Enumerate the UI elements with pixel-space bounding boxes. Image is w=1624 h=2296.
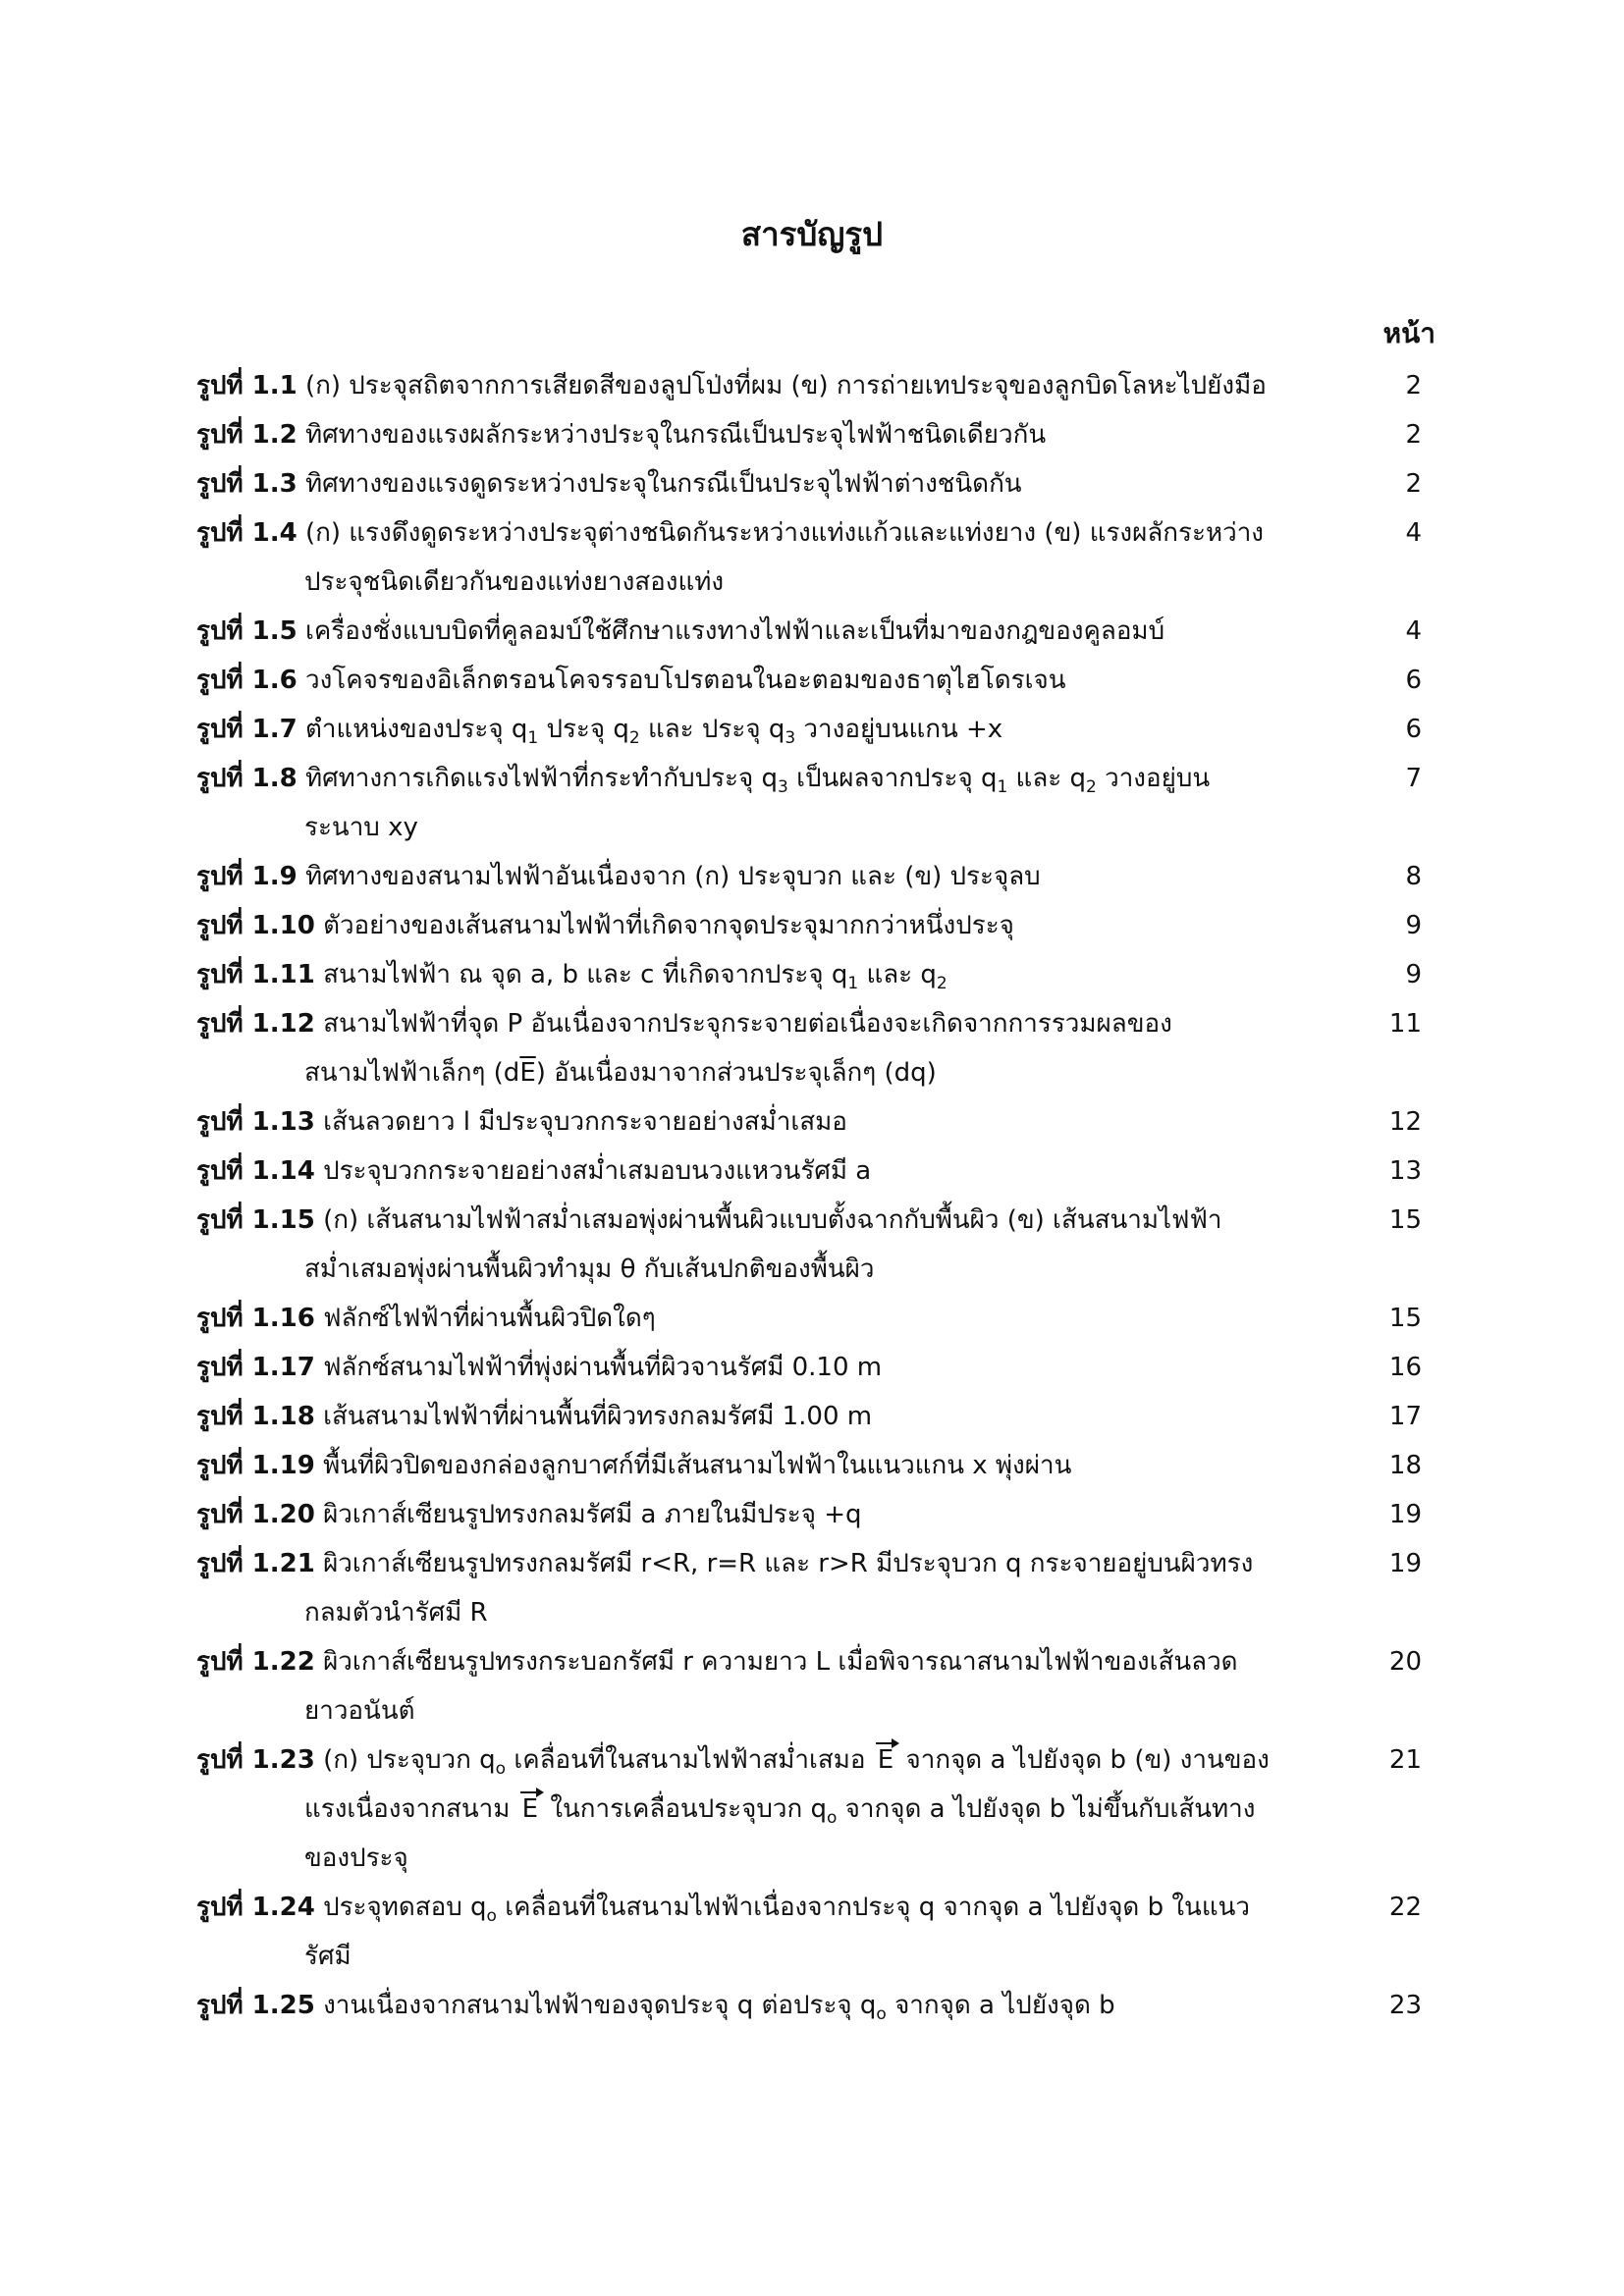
page-number: 8 (1405, 862, 1422, 891)
figure-caption-continued: ประจุชนิดเดียวกันของแท่งยางสองแท่ง (304, 567, 725, 597)
page-title: สารบัญรูป (740, 215, 884, 253)
toc-entry-line (196, 1343, 1347, 1392)
figure-caption: งานเนื่องจากสนามไฟฟ้าของจุดประจุ q ต่อประจุ $q_o$ จากจุด a ไปยังจุด b (314, 1991, 1115, 2025)
toc-entry-line (196, 361, 1347, 410)
toc-entry-line (196, 459, 1347, 508)
figure-label: รูปที่ 1.19 (196, 1451, 315, 1480)
figure-caption-continued: ระนาบ xy (304, 813, 418, 842)
figure-caption: ฟลักซ์ไฟฟ้าที่ผ่านพื้นผิวปิดใดๆ (314, 1304, 656, 1333)
toc-entry-line (196, 1441, 1347, 1490)
page-number: 16 (1388, 1353, 1422, 1382)
toc-entry-line (196, 754, 1347, 803)
figure-label: รูปที่ 1.22 (196, 1647, 315, 1677)
toc-entry (196, 1294, 1435, 1343)
toc-entry (196, 705, 1435, 754)
page-number: 15 (1388, 1304, 1422, 1333)
page-number: 12 (1388, 1107, 1422, 1137)
toc-entry-line (196, 1294, 1347, 1343)
figure-label: รูปที่ 1.25 (196, 1991, 315, 2020)
figure-label: รูปที่ 1.21 (196, 1549, 315, 1578)
page-number: 9 (1405, 960, 1422, 989)
figure-label: รูปที่ 1.23 (196, 1745, 315, 1775)
page-number: 2 (1405, 371, 1422, 400)
figure-caption: สนามไฟฟ้า ณ จุด a, b และ c ที่เกิดจากประจุ $q_1$ และ $q_2$ (314, 960, 947, 994)
figure-caption-continued: รัศมี (304, 1942, 352, 1971)
figure-label: รูปที่ 1.24 (196, 1893, 315, 1922)
toc-entry (196, 1441, 1435, 1490)
figure-label: รูปที่ 1.5 (196, 616, 298, 646)
figure-label: รูปที่ 1.9 (196, 862, 298, 891)
toc-entry (196, 1539, 1435, 1637)
figure-label: รูปที่ 1.3 (196, 469, 298, 499)
figure-caption: (ก) ประจุสถิตจากการเสียดสีของลูปโป่งที่ผม (ข) การถ่ายเทประจุของลูกบิดโลหะไปยังมือ (297, 371, 1267, 400)
page-number: 19 (1388, 1500, 1422, 1529)
figure-caption: ผิวเกาส์เซียนรูปทรงกลมรัศมี r<R, r=R และ r>R มีประจุบวก q กระจายอยู่บนผิวทรง (314, 1549, 1254, 1578)
page-number: 17 (1388, 1402, 1422, 1431)
figure-label: รูปที่ 1.11 (196, 960, 315, 989)
figure-caption-continued: กลมตัวนำรัศมี R (304, 1598, 488, 1628)
figure-caption: เส้นสนามไฟฟ้าที่ผ่านพื้นที่ผิวทรงกลมรัศมี 1.00 m (314, 1402, 873, 1431)
page-number: 15 (1388, 1205, 1422, 1235)
toc-entry (196, 901, 1435, 950)
figure-caption: วงโคจรของอิเล็กตรอนโคจรรอบโปรตอนในอะตอมของธาตุไฮโดรเจน (297, 666, 1066, 695)
toc-entry-line (196, 607, 1347, 656)
toc-entry (196, 656, 1435, 705)
figure-caption: ตัวอย่างของเส้นสนามไฟฟ้าที่เกิดจากจุดประจุมากกว่าหนึ่งประจุ (314, 911, 1014, 940)
figure-label: รูปที่ 1.17 (196, 1353, 315, 1382)
toc-entry-line (196, 1981, 1347, 2030)
toc-entry-line (196, 1883, 1347, 1932)
toc-entry (196, 1981, 1435, 2030)
figure-caption: ทิศทางของสนามไฟฟ้าอันเนื่องจาก (ก) ประจุบวก และ (ข) ประจุลบ (297, 862, 1041, 891)
toc-entry (196, 607, 1435, 656)
toc-entry-line (196, 1490, 1347, 1539)
toc-entry (196, 1196, 1435, 1294)
toc-entry-line (196, 1392, 1347, 1441)
figure-caption-continued: สนามไฟฟ้าเล็กๆ $(d\overline{E})$ อันเนื่องมาจากส่วนประจุเล็กๆ (dq) (304, 1058, 937, 1088)
figure-caption: ผิวเกาส์เซียนรูปทรงกลมรัศมี a ภายในมีประจุ +q (314, 1500, 862, 1529)
toc-entry-line (196, 950, 1347, 999)
page-number: 11 (1388, 1009, 1422, 1039)
page-number: 4 (1405, 616, 1422, 646)
page-number: 4 (1405, 518, 1422, 548)
toc-entry (196, 1637, 1435, 1735)
toc-entry-line (196, 656, 1347, 705)
toc-entry (196, 999, 1435, 1097)
toc-entry (196, 1097, 1435, 1147)
figure-caption: ตำแหน่งของประจุ $q_1$ ประจุ $q_2$ และ ประจุ $q_3$ วางอยู่บนแกน +x (297, 715, 1003, 749)
toc-entry-line (196, 1735, 1347, 1785)
figure-caption: พื้นที่ผิวปิดของกล่องลูกบาศก์ที่มีเส้นสนามไฟฟ้าในแนวแกน x พุ่งผ่าน (314, 1451, 1072, 1480)
figure-caption: เครื่องชั่งแบบบิดที่คูลอมบ์ใช้ศึกษาแรงทางไฟฟ้าและเป็นที่มาของกฎของคูลอมบ์ (297, 616, 1165, 646)
toc-entry (196, 410, 1435, 459)
figure-caption-continued: ของประจุ (304, 1843, 408, 1873)
toc-entry-line (196, 1637, 1347, 1686)
toc-entry-line (196, 705, 1347, 754)
toc-entry (196, 508, 1435, 607)
figure-caption: สนามไฟฟ้าที่จุด P อันเนื่องจากประจุกระจายต่อเนื่องจะเกิดจากการรวมผลของ (314, 1009, 1172, 1039)
page-number: 19 (1388, 1549, 1422, 1578)
page-number: 23 (1388, 1991, 1422, 2020)
figure-label: รูปที่ 1.7 (196, 715, 298, 744)
figure-caption: ทิศทางของแรงผลักระหว่างประจุในกรณีเป็นประจุไฟฟ้าชนิดเดียวกัน (297, 420, 1047, 450)
toc-entry (196, 852, 1435, 901)
figure-caption: (ก) เส้นสนามไฟฟ้าสม่ำเสมอพุ่งผ่านพื้นผิวแบบตั้งฉากกับพื้นผิว (ข) เส้นสนามไฟฟ้า (314, 1205, 1222, 1235)
figure-label: รูปที่ 1.2 (196, 420, 298, 450)
toc-entry-line (196, 999, 1347, 1048)
figure-caption: ผิวเกาส์เซียนรูปทรงกระบอกรัศมี r ความยาว L เมื่อพิจารณาสนามไฟฟ้าของเส้นลวด (314, 1647, 1238, 1677)
page-number: 7 (1405, 764, 1422, 793)
page-number: 18 (1388, 1451, 1422, 1480)
figure-label: รูปที่ 1.14 (196, 1156, 315, 1186)
toc-entry (196, 1490, 1435, 1539)
toc-entry-line (196, 1539, 1347, 1588)
figure-label: รูปที่ 1.15 (196, 1205, 315, 1235)
toc-entry (196, 1147, 1435, 1196)
toc-entry (196, 1343, 1435, 1392)
toc-entry (196, 754, 1435, 852)
figure-caption: ทิศทางของแรงดูดระหว่างประจุในกรณีเป็นประจุไฟฟ้าต่างชนิดกัน (297, 469, 1022, 499)
page-number: 2 (1405, 469, 1422, 499)
figure-caption: ทิศทางการเกิดแรงไฟฟ้าที่กระทำกับประจุ $q_3$ เป็นผลจากประจุ $q_1$ และ $q_2$ วางอยู่บน (297, 764, 1211, 798)
figure-caption: เส้นลวดยาว l มีประจุบวกกระจายอย่างสม่ำเสมอ (314, 1107, 847, 1137)
figure-caption: ประจุบวกกระจายอย่างสม่ำเสมอบนวงแหวนรัศมี a (314, 1156, 872, 1186)
page-number: 9 (1405, 911, 1422, 940)
page-number: 6 (1405, 666, 1422, 695)
toc-entry (196, 1392, 1435, 1441)
toc-entry-line (196, 508, 1347, 558)
figure-label: รูปที่ 1.18 (196, 1402, 315, 1431)
figure-label: รูปที่ 1.12 (196, 1009, 315, 1039)
page-column-heading: หน้า (1382, 317, 1435, 349)
page-number: 6 (1405, 715, 1422, 744)
page-number: 21 (1388, 1745, 1422, 1775)
figure-label: รูปที่ 1.4 (196, 518, 298, 548)
toc-entry-line (196, 1147, 1347, 1196)
figure-caption-continued: สม่ำเสมอพุ่งผ่านพื้นผิวทำมุม θ กับเส้นปกติของพื้นผิว (304, 1255, 875, 1284)
toc-entry (196, 950, 1435, 999)
figure-list (196, 361, 1435, 2030)
toc-entry (196, 361, 1435, 410)
figure-label: รูปที่ 1.13 (196, 1107, 315, 1137)
figure-label: รูปที่ 1.8 (196, 764, 298, 793)
figure-label: รูปที่ 1.16 (196, 1304, 315, 1333)
figure-label: รูปที่ 1.10 (196, 911, 315, 940)
toc-entry-line (196, 1097, 1347, 1147)
toc-entry-line (196, 901, 1347, 950)
figure-caption-continued: แรงเนื่องจากสนาม E ในการเคลื่อนประจุบวก $q_o$ จากจุด a ไปยังจุด b ไม่ขึ้นกับเส้นทาง (196, 1785, 1347, 1834)
toc-entry (196, 1883, 1435, 1981)
page-number: 2 (1405, 420, 1422, 450)
page-number: 13 (1388, 1156, 1422, 1186)
figure-label: รูปที่ 1.1 (196, 371, 298, 400)
toc-entry-line (196, 410, 1347, 459)
toc-entry-line (196, 1196, 1347, 1245)
page-number: 22 (1388, 1893, 1422, 1922)
figure-caption-continued: ยาวอนันต์ (304, 1696, 415, 1726)
figure-label: รูปที่ 1.20 (196, 1500, 315, 1529)
toc-entry (196, 1735, 1435, 1883)
page-number: 20 (1388, 1647, 1422, 1677)
figure-caption: ประจุทดสอบ $q_o$ เคลื่อนที่ในสนามไฟฟ้าเนื่องจากประจุ q จากจุด a ไปยังจุด b ในแนว (314, 1893, 1250, 1927)
toc-entry-line (196, 852, 1347, 901)
figure-caption: (ก) ประจุบวก $q_o$ เคลื่อนที่ในสนามไฟฟ้าสม่ำเสมอ E จากจุด a ไปยังจุด b (ข) งานของ (315, 1745, 1270, 1775)
toc-entry (196, 459, 1435, 508)
figure-caption: (ก) แรงดึงดูดระหว่างประจุต่างชนิดกันระหว่างแท่งแก้วและแท่งยาง (ข) แรงผลักระหว่าง (297, 518, 1264, 548)
figure-label: รูปที่ 1.6 (196, 666, 298, 695)
figure-caption: ฟลักซ์สนามไฟฟ้าที่พุ่งผ่านพื้นที่ผิวจานรัศมี 0.10 m (314, 1353, 883, 1382)
